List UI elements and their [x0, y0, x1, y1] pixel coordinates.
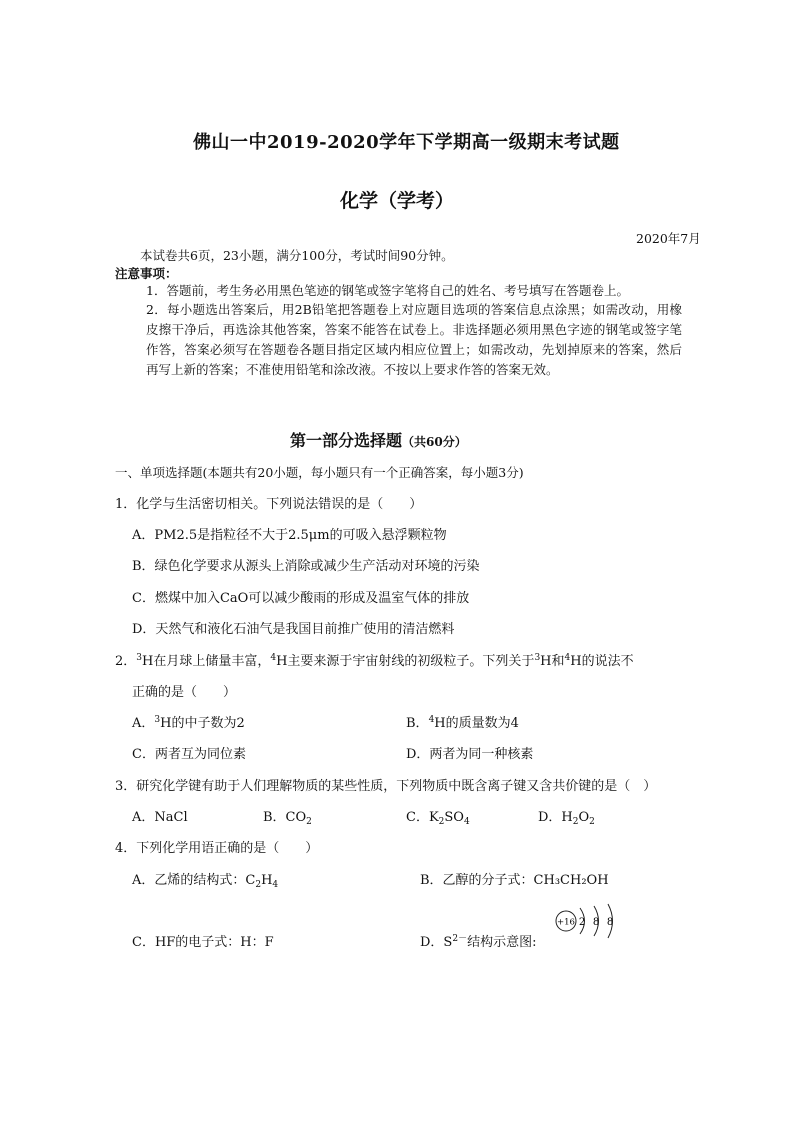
exam-intro: 本试卷共6页，23小题，满分100分，考试时间90分钟。 — [140, 248, 454, 263]
question-stem: 1．化学与生活密切相关。下列说法错误的是（ ） — [115, 497, 423, 512]
question-stem: 3．研究化学键有助于人们理解物质的某些性质，下列物质中既含离子键又含共价键的是（ ） — [115, 779, 657, 794]
atom-structure-diagram — [553, 900, 623, 942]
option-c: C．$K_2SO_4$ — [406, 810, 470, 827]
option-d: D．天然气和液化石油气是我国目前推广使用的清洁燃料 — [132, 622, 455, 637]
part-score: （共60分） — [402, 435, 467, 449]
question-stem: 4．下列化学用语正确的是（ ） — [115, 841, 319, 856]
exam-title: 佛山一中2019-2020学年下学期高一级期末考试题 — [193, 132, 620, 153]
part-heading — [290, 428, 467, 451]
part-title: 第一部分选择题 — [290, 431, 403, 450]
note-item: 2．每小题选出答案后，用2B铅笔把答题卷上对应题目选项的答案信息点涂黑；如需改动，用橡皮擦干净后，再选涂其他答案，答案不能答在试卷上。非选择题必须用黑色字迹的钢笔或签字笔作答，答案必须写在答题卷各题目指定区域内相应位置上；如需改动，先划掉原来的答案，然后再写上新的答案；不准使用铅笔和涂改液。不按以上要求作答的答案无效。 — [146, 302, 682, 377]
shell-electron-count: 8 — [606, 917, 614, 928]
section-heading: 一、单项选择题(本题共有20小题，每小题只有一个正确答案，每小题3分) — [115, 465, 524, 480]
option-b: B．$CO_2$ — [263, 810, 312, 827]
option-c: C．燃煤中加入CaO可以减少酸雨的形成及温室气体的排放 — [132, 591, 470, 606]
exam-date: 2020年7月 — [636, 231, 701, 246]
option-a: A．PM2.5是指粒径不大于2.5μm的可吸入悬浮颗粒物 — [132, 528, 447, 543]
option-d: D．$H_2O_2$ — [538, 810, 595, 827]
option-b: B．绿色化学要求从源头上消除或减少生产活动对环境的污染 — [132, 559, 480, 574]
notes-heading: 注意事项： — [115, 266, 178, 281]
option-b: B．$^4$H的质量数为4 — [406, 715, 519, 731]
question-stem-line2: 正确的是（ ） — [132, 685, 237, 700]
option-c: C．两者互为同位素 — [132, 747, 246, 762]
shell-electron-count: 2 — [578, 917, 586, 928]
option-a: A．$^3$H的中子数为2 — [132, 715, 245, 731]
shell-electron-count: 8 — [592, 917, 600, 928]
exam-subtitle: 化学（学考） — [340, 190, 455, 212]
option-d: D．$S^{2-}$结构示意图: — [420, 934, 537, 950]
nucleus-charge: +16 — [557, 917, 575, 928]
question-stem: 2．$^3$H在月球上储量丰富，$^4$H主要来源于宇宙射线的初级粒子。下列关于$^3$H和$^4$H的说法不 — [115, 653, 634, 669]
option-a: A．乙烯的结构式：$C_2H_4$ — [132, 873, 279, 890]
option-d: D．两者为同一种核素 — [406, 747, 534, 762]
option-c: C．HF的电子式：H：F — [132, 935, 274, 950]
note-item: 1．答题前，考生务必用黑色笔迹的钢笔或签字笔将自己的姓名、考号填写在答题卷上。 — [146, 283, 629, 298]
option-a: A．NaCl — [132, 810, 188, 825]
option-b: B．乙醇的分子式：CH₃CH₂OH — [420, 873, 609, 888]
